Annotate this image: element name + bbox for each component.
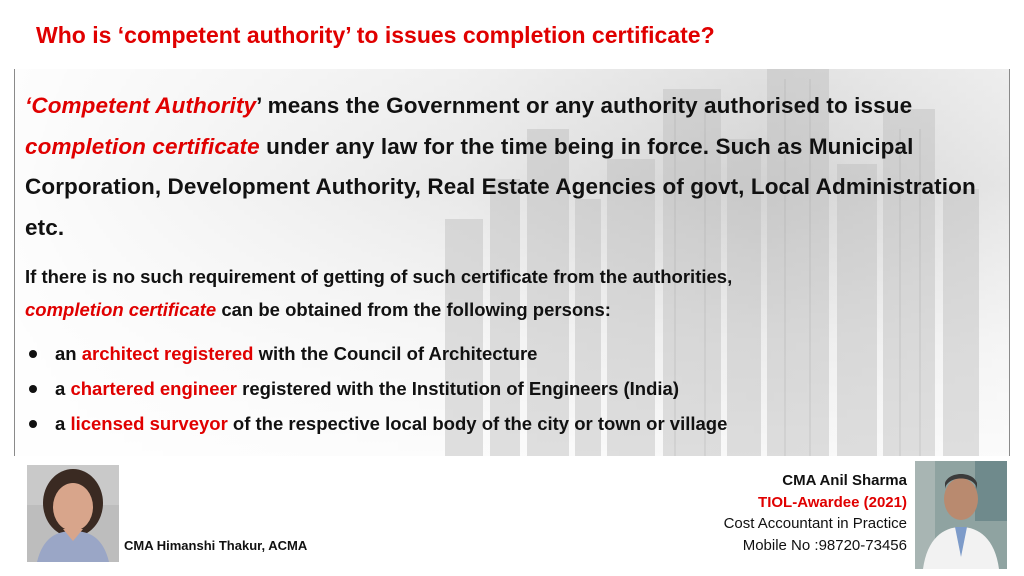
left-presenter-caption: CMA Himanshi Thakur, ACMA	[124, 538, 308, 553]
note-line-2-rest: can be obtained from the following persons:	[216, 299, 611, 320]
definition-highlight: completion certificate	[25, 133, 260, 159]
author-photo	[915, 461, 1007, 569]
note-line-1: If there is no such requirement of getting of such certificate from the authorities,	[25, 266, 733, 287]
author-role: Cost Accountant in Practice	[723, 515, 907, 532]
note-highlight: completion certificate	[25, 299, 217, 320]
bullet-icon	[29, 385, 37, 393]
list-item-highlight: chartered engineer	[70, 378, 238, 399]
list-item-suffix: registered with the Institution of Engineers (India)	[237, 378, 679, 399]
list-item	[25, 336, 1000, 371]
list-item-highlight: licensed surveyor	[70, 413, 228, 434]
list-item-suffix: with the Council of Architecture	[253, 343, 538, 364]
list-item-prefix: an	[55, 343, 82, 364]
definition-text-2: under any law for the time being in force. Such as Municipal Corporation, Development Authority, Real Estate Agencies of govt, Local Administration etc.	[25, 133, 976, 240]
alternative-note	[25, 260, 1000, 326]
bullet-icon	[29, 420, 37, 428]
list-item-suffix: of the respective local body of the city or town or village	[227, 413, 728, 434]
list-item	[25, 406, 1000, 441]
definition-term-close: ’	[256, 93, 262, 118]
author-award: TIOL-Awardee (2021)	[758, 493, 907, 511]
author-mobile: Mobile No :98720-73456	[742, 536, 907, 554]
note-line-2	[25, 293, 1000, 326]
list-item-prefix: a	[55, 378, 71, 399]
definition-text-1: means the Government or any authority authorised to issue	[261, 93, 913, 118]
presenter-photo-left	[27, 465, 119, 562]
list-item	[25, 371, 1000, 406]
competent-authority-definition	[25, 86, 1000, 248]
slide-title: Who is ‘competent authority’ to issues completion certificate?	[36, 22, 715, 48]
bullet-icon	[29, 350, 37, 358]
author-info	[724, 470, 907, 556]
list-item-prefix: a	[55, 413, 71, 434]
persons-list	[25, 336, 1000, 441]
author-name: CMA Anil Sharma	[782, 472, 907, 489]
list-item-highlight: architect registered	[81, 343, 254, 364]
content-panel	[14, 69, 1010, 456]
definition-term: ‘Competent Authority	[25, 93, 257, 118]
